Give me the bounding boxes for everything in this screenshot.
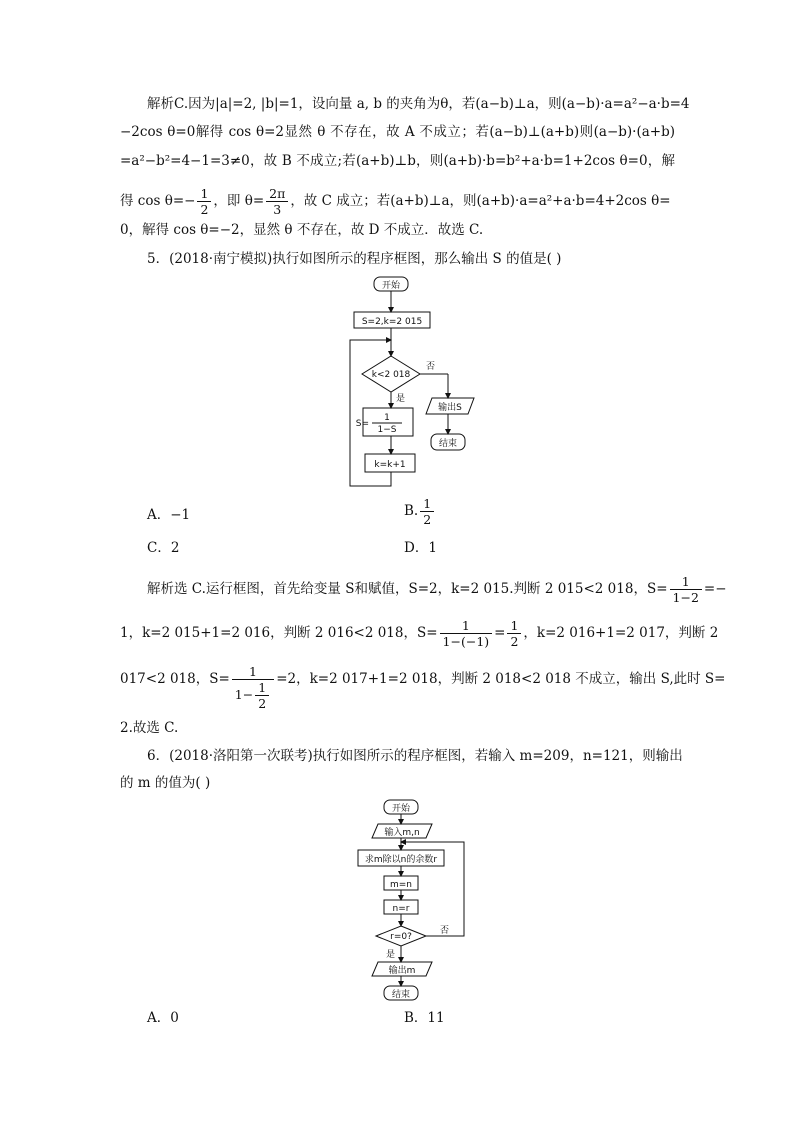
q5-option-d: D．1 xyxy=(404,540,437,556)
no-label: 否 xyxy=(440,926,450,936)
fraction: $\frac{2\pi}{3}$ xyxy=(266,186,288,217)
q6-option-a: A．0 xyxy=(147,1010,179,1026)
no-label: 否 xyxy=(426,362,436,372)
condition-label: k<2 018 xyxy=(371,370,411,380)
init-label: S=2,k=2 015 xyxy=(361,317,423,327)
q5-option-a: A．−1 xyxy=(147,507,191,523)
fraction: $\frac{1}{2}$ xyxy=(197,186,211,217)
input-label: 输入m,n xyxy=(384,828,420,838)
end-label: 结束 xyxy=(391,990,411,1000)
remainder-label: 求m除以n的余数r xyxy=(364,855,438,865)
assign-m-label: m=n xyxy=(389,880,413,890)
assign-lhs: S= xyxy=(355,419,369,429)
q6-option-b: B．11 xyxy=(404,1010,445,1026)
fraction: 1 1− $\frac{1}{2}$ xyxy=(232,664,274,711)
sol5-line2: 1，k=2 015+1=2 016，判断 2 016<2 018，S= $\frac{1}{1-(-1)}$ = $\frac{1}{2}$ ，k=2 016+1=2 017，判断 2 xyxy=(120,618,719,649)
output-label: 输出S xyxy=(438,403,462,413)
condition-label: r=0? xyxy=(390,932,412,942)
yes-label: 是 xyxy=(396,394,406,404)
q5-option-b: B. $\frac{1}{2}$ xyxy=(404,496,436,527)
fraction: $\frac{1}{2}$ xyxy=(507,618,521,649)
end-label: 结束 xyxy=(438,439,458,449)
output-label: 输出m xyxy=(388,966,416,976)
sol5-line3: 017<2 018，S= 1 1− $\frac{1}{2}$ =2，k=2 017+1=2 018，判断 2 018<2 018 不成立，输出 S,此时 S= xyxy=(120,664,726,711)
fraction: $\frac{1}{1-2}$ xyxy=(670,574,702,605)
assign-numerator: 1 xyxy=(384,413,390,423)
fraction: $\frac{1}{1-(-1)}$ xyxy=(440,618,493,649)
yes-label: 是 xyxy=(386,950,396,960)
sol4-line4: 得 cos θ=− $\frac{1}{2}$ ，即 θ= $\frac{2\pi}{3}$ ，故 C 成立；若(a+b)⊥a，则(a+b)·a=a²+a·b=4+2cos θ= xyxy=(120,186,671,217)
fraction: $\frac{1}{2}$ xyxy=(420,496,434,527)
sol5-line1: 解析选 C.运行框图，首先给变量 S和赋值，S=2，k=2 015.判断 2 015<2 018，S= $\frac{1}{1-2}$ =− xyxy=(147,574,727,605)
start-label: 开始 xyxy=(391,804,411,814)
increment-label: k=k+1 xyxy=(374,460,406,470)
assign-n-label: n=r xyxy=(392,904,410,914)
assign-denominator: 1−S xyxy=(377,425,397,435)
q6-flowchart xyxy=(340,796,490,1006)
q5-flowchart xyxy=(330,272,490,494)
start-label: 开始 xyxy=(381,281,401,291)
q5-option-c: C．2 xyxy=(147,540,180,556)
